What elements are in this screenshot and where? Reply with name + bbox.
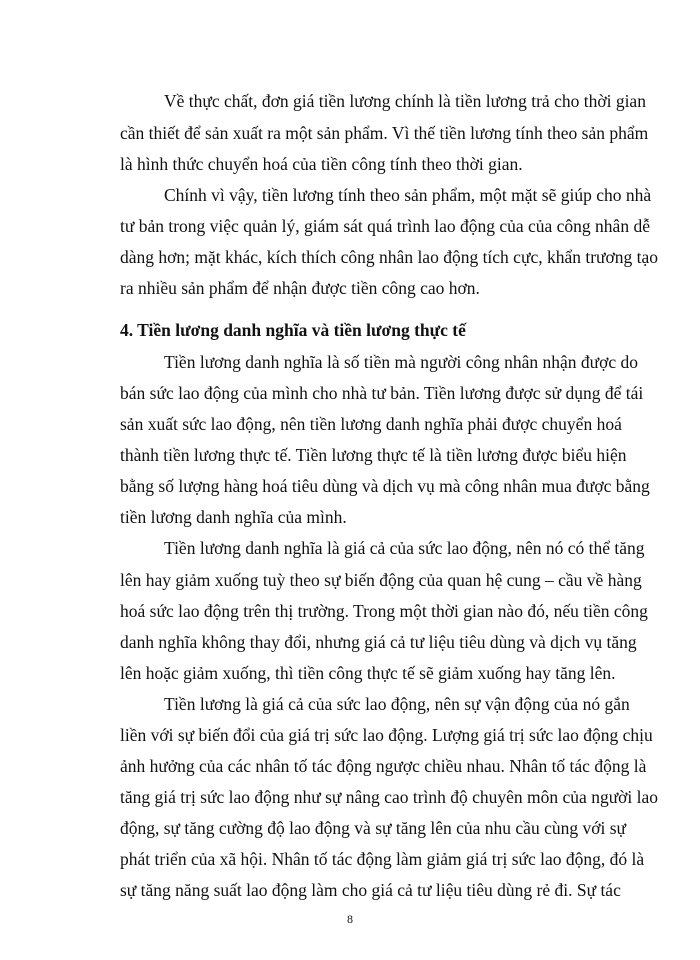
paragraph-3-line-2: bán sức lao động của mình cho nhà tư bản. Tiền lương được sử dụng để tái <box>120 383 644 403</box>
paragraph-2-line-4: ra nhiều sản phẩm để nhận được tiền công cao hơn. <box>120 278 480 298</box>
paragraph-3-line-4: thành tiền lương thực tế. Tiền lương thực tế là tiền lương được biểu hiện <box>120 445 627 465</box>
paragraph-3-line-6: tiền lương danh nghĩa của mình. <box>120 507 347 527</box>
page-number: 8 <box>347 912 353 926</box>
paragraph-4-line-5: lên hoặc giảm xuống, thì tiền công thực tế sẽ giảm xuống hay tăng lên. <box>120 663 616 683</box>
paragraph-2-line-1: Chính vì vậy, tiền lương tính theo sản phẩm, một mặt sẽ giúp cho nhà <box>164 185 652 205</box>
paragraph-4-line-4: danh nghĩa không thay đổi, nhưng giá cả tư liệu tiêu dùng và dịch vụ tăng <box>120 632 637 652</box>
section-heading: 4. Tiền lương danh nghĩa và tiền lương thực tế <box>120 320 466 340</box>
paragraph-3-line-3: sản xuất sức lao động, nên tiền lương danh nghĩa phải được chuyển hoá <box>120 414 622 434</box>
paragraph-2-line-3: dàng hơn; mặt khác, kích thích công nhân lao động tích cực, khẩn trương tạo <box>120 247 659 267</box>
paragraph-5-line-1: Tiền lương là giá cả của sức lao động, nên sự vận động của nó gắn <box>164 694 630 714</box>
paragraph-5-line-4: tăng giá trị sức lao động như sự nâng cao trình độ chuyên môn của người lao <box>120 787 659 807</box>
paragraph-5-line-3: ảnh hưởng của các nhân tố tác động ngược chiều nhau. Nhân tố tác động là <box>120 756 647 776</box>
paragraph-5-line-7: sự tăng năng suất lao động làm cho giá cả tư liệu tiêu dùng rẻ đi. Sự tác <box>120 880 621 900</box>
paragraph-1-line-1: Về thực chất, đơn giá tiền lương chính là tiền lương trả cho thời gian <box>164 91 646 111</box>
paragraph-5-line-2: liền với sự biến đổi của giá trị sức lao động. Lượng giá trị sức lao động chịu <box>120 725 653 745</box>
paragraph-1-line-2: cần thiết để sản xuất ra một sản phẩm. Vì thế tiền lương tính theo sản phẩm <box>120 123 649 143</box>
paragraph-4-line-1: Tiền lương danh nghĩa là giá cả của sức lao động, nên nó có thể tăng <box>164 538 645 558</box>
paragraph-1-line-3: là hình thức chuyển hoá của tiền công tính theo thời gian. <box>120 154 523 174</box>
paragraph-4-line-3: hoá sức lao động trên thị trường. Trong một thời gian nào đó, nếu tiền công <box>120 601 648 621</box>
paragraph-5-line-6: phát triển của xã hội. Nhân tố tác động làm giảm giá trị sức lao động, đó là <box>120 849 645 869</box>
paragraph-3-line-5: bằng số lượng hàng hoá tiêu dùng và dịch vụ mà công nhân mua được bằng <box>120 476 650 496</box>
paragraph-4-line-2: lên hay giảm xuống tuỳ theo sự biến động của quan hệ cung – cầu về hàng <box>120 570 642 590</box>
paragraph-5-line-5: động, sự tăng cường độ lao động và sự tăng lên của nhu cầu cùng với sự <box>120 818 627 838</box>
paragraph-2-line-2: tư bản trong việc quản lý, giám sát quá trình lao động của của công nhân dễ <box>120 216 650 236</box>
paragraph-3-line-1: Tiền lương danh nghĩa là số tiền mà người công nhân nhận được do <box>164 352 639 372</box>
